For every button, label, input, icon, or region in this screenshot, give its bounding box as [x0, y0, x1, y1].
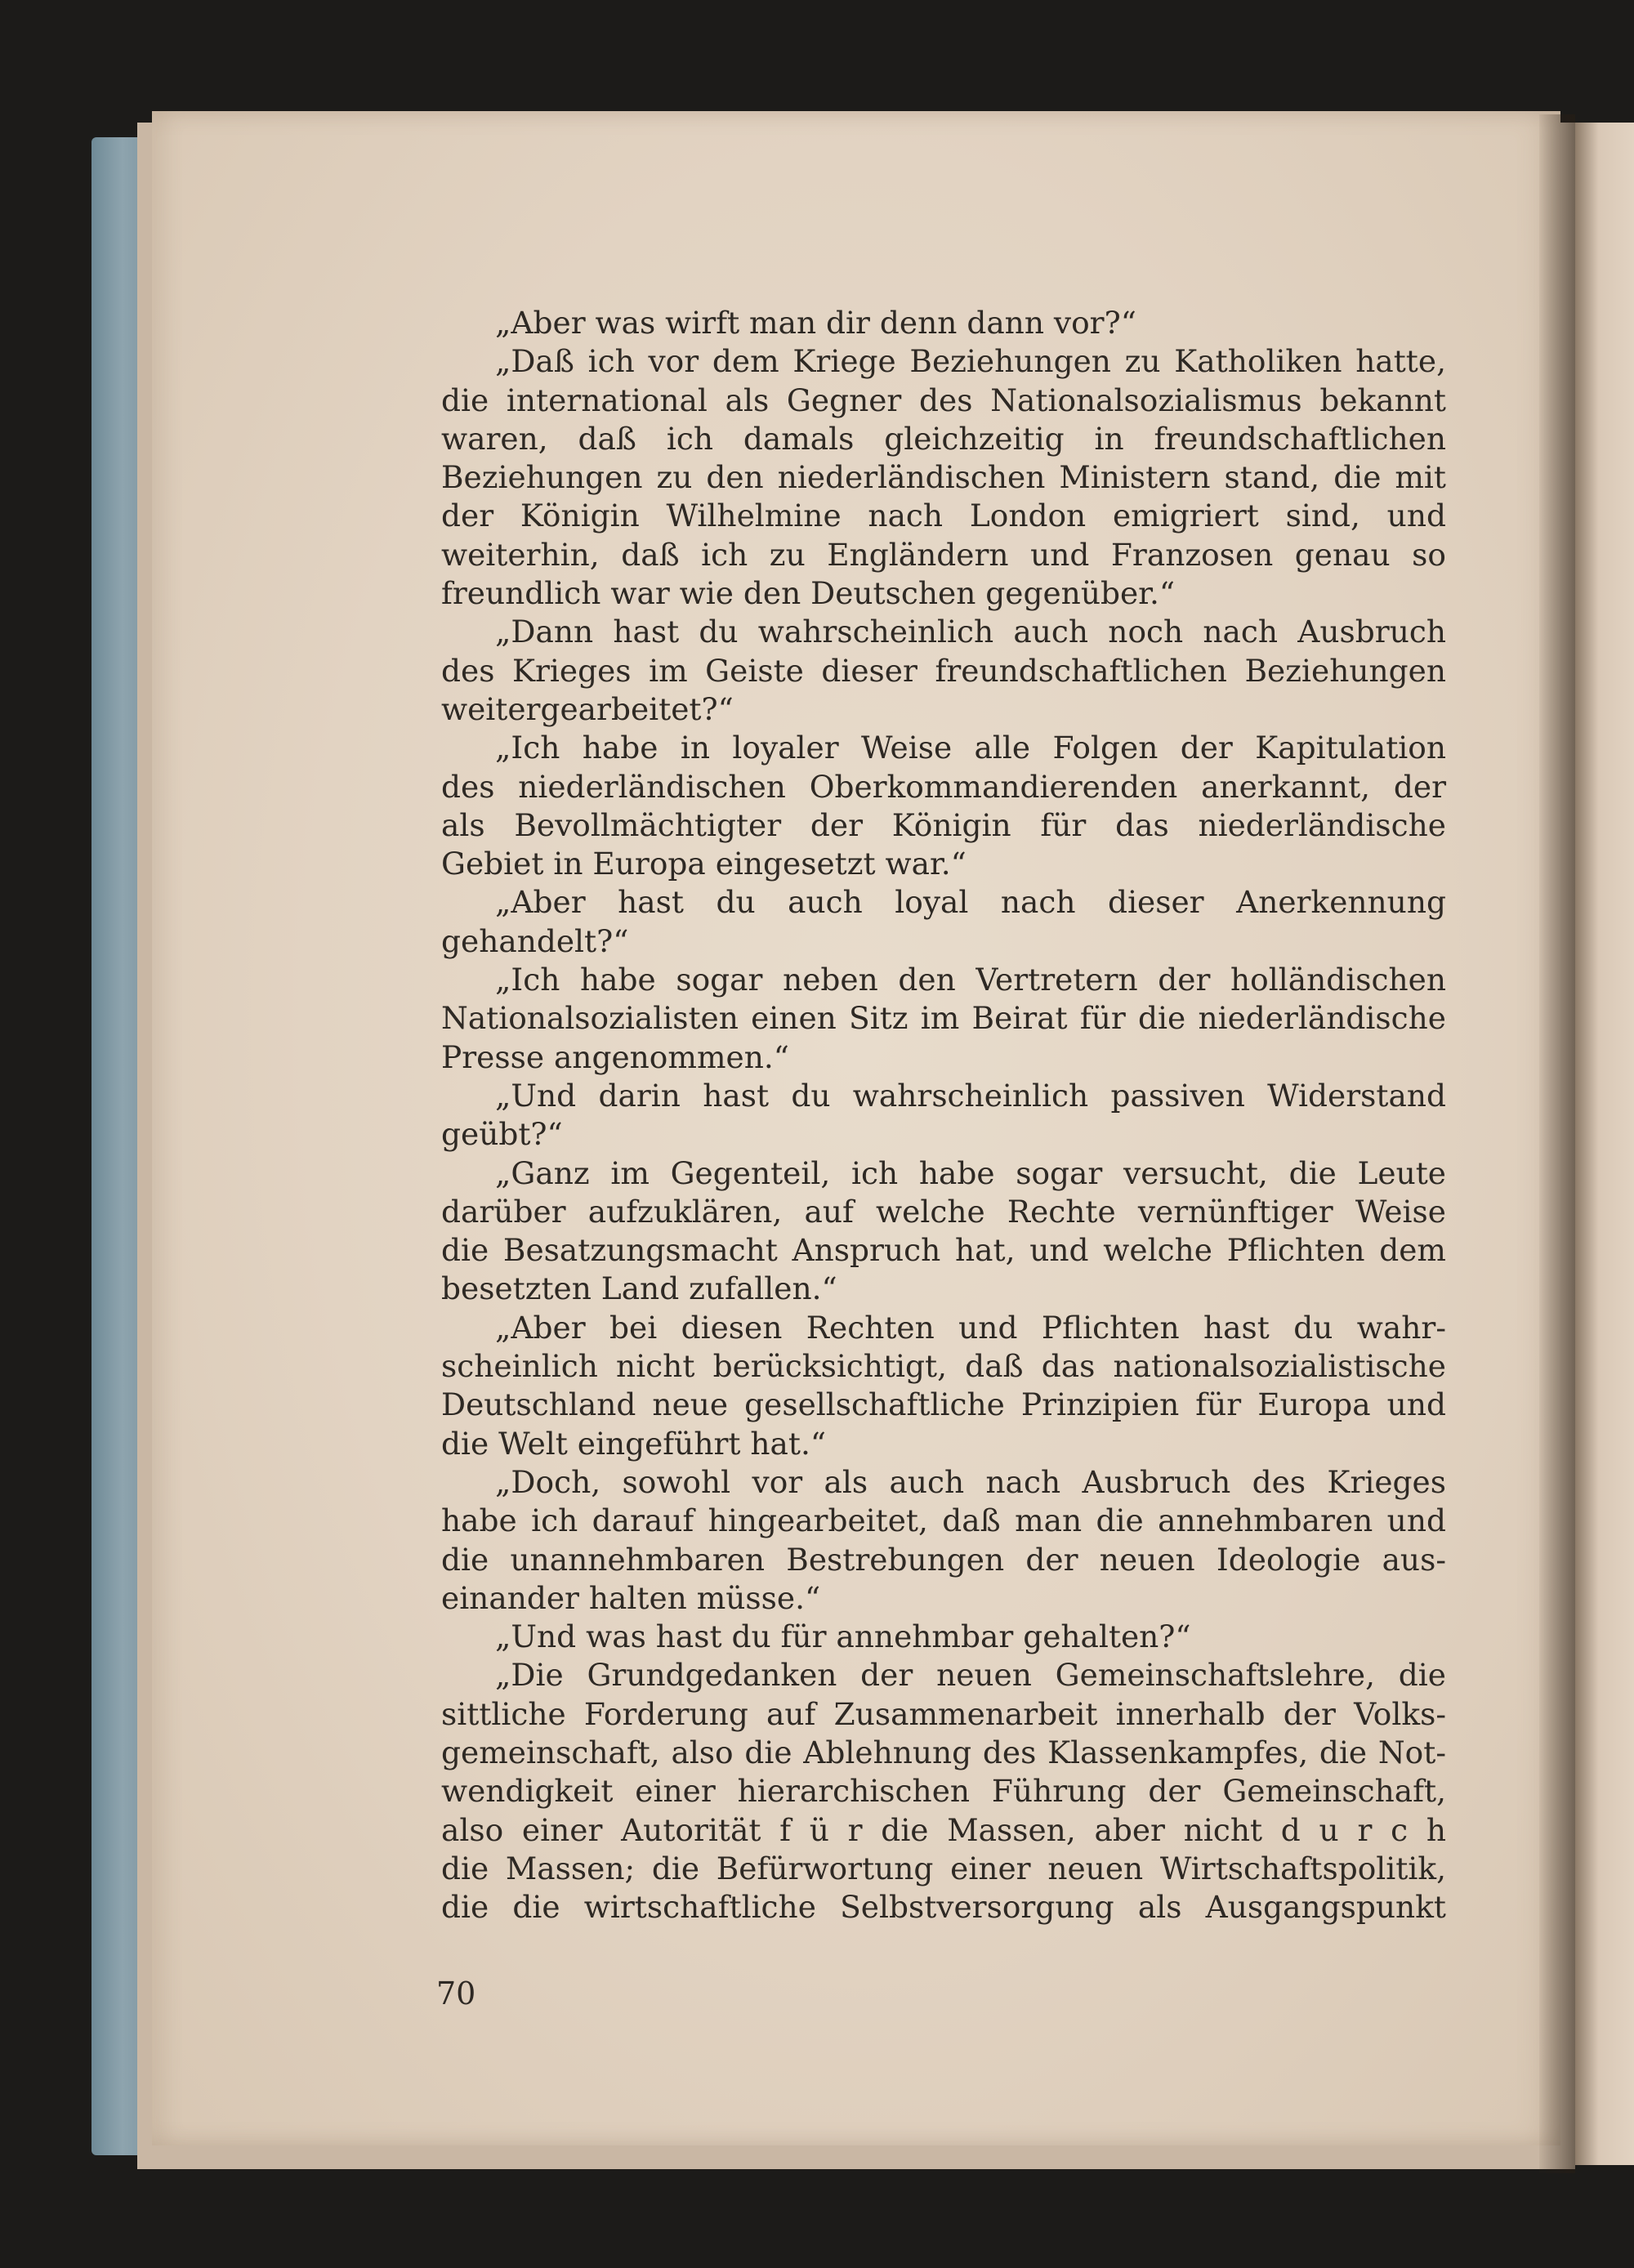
text-line: als Bevollmächtigter der Königin für das niederländische — [441, 806, 1446, 843]
text-line: weiterhin, daß ich zu Engländern und Franzosen genau so — [441, 536, 1446, 573]
text-line: „Und darin hast du wahrscheinlich passiven Widerstand — [495, 1077, 1446, 1114]
text-line: gemeinschaft, also die Ablehnung des Klassenkampfes, die Not- — [441, 1734, 1446, 1770]
text-line: die Welt eingeführt hat.“ — [441, 1425, 827, 1462]
text-line: freundlich war wie den Deutschen gegenüber.“ — [441, 575, 1176, 612]
text-line: die Besatzungsmacht Anspruch hat, und welche Pflichten dem — [441, 1232, 1446, 1269]
text-line: „Ganz im Gegenteil, ich habe sogar versucht, die Leute — [495, 1154, 1446, 1191]
text-line: Deutschland neue gesellschaftliche Prinzipien für Europa und — [441, 1386, 1446, 1423]
text-line: geübt?“ — [441, 1116, 563, 1153]
text-line: die die wirtschaftliche Selbstversorgung als Ausgangspunkt — [441, 1889, 1446, 1926]
text-line: also einer Autorität f ü r die Massen, aber nicht d u r c h — [441, 1811, 1446, 1848]
text-line: des Krieges im Geiste dieser freundschaftlichen Beziehungen — [441, 652, 1446, 689]
text-line: Beziehungen zu den niederländischen Ministern stand, die mit — [441, 459, 1446, 496]
text-line: „Doch, sowohl vor als auch nach Ausbruch des Krieges — [495, 1463, 1446, 1500]
text-line: wendigkeit einer hierarchischen Führung der Gemeinschaft, — [441, 1773, 1446, 1810]
text-line: besetzten Land zufallen.“ — [441, 1270, 837, 1307]
text-line: „Ich habe sogar neben den Vertretern der holländischen — [495, 962, 1446, 998]
text-line: des niederländischen Oberkommandierenden anerkannt, der — [441, 768, 1446, 805]
text-line: die unannehmbaren Bestrebungen der neuen Ideologie aus- — [441, 1541, 1446, 1578]
text-line: weitergearbeitet?“ — [441, 690, 734, 727]
text-line: darüber aufzuklären, auf welche Rechte vernünftiger Weise — [441, 1193, 1446, 1230]
page-number: 70 — [436, 1976, 476, 2011]
text-line: Presse angenommen.“ — [441, 1038, 789, 1075]
text-line: scheinlich nicht berücksichtigt, daß das nationalsozialistische — [441, 1348, 1446, 1385]
text-line: einander halten müsse.“ — [441, 1579, 821, 1616]
text-line: Gebiet in Europa eingesetzt war.“ — [441, 846, 967, 882]
text-line: „Daß ich vor dem Kriege Beziehungen zu Katholiken hatte, — [495, 343, 1446, 380]
text-line: gehandelt?“ — [441, 922, 629, 959]
text-line: „Aber was wirft man dir denn dann vor?“ — [495, 305, 1136, 341]
facing-page-edge — [1575, 123, 1634, 2165]
text-line: habe ich darauf hingearbeitet, daß man die annehmbaren und — [441, 1502, 1446, 1539]
text-line: sittliche Forderung auf Zusammenarbeit innerhalb der Volks- — [441, 1695, 1446, 1732]
text-line: „Aber bei diesen Rechten und Pflichten hast du wahr- — [495, 1309, 1446, 1346]
text-line: „Dann hast du wahrscheinlich auch noch nach Ausbruch — [495, 614, 1446, 650]
text-line: waren, daß ich damals gleichzeitig in freundschaftlichen — [441, 420, 1446, 457]
text-line: „Die Grundgedanken der neuen Gemeinschaftslehre, die — [495, 1657, 1446, 1694]
text-line: die Massen; die Befürwortung einer neuen Wirtschaftspolitik, — [441, 1850, 1446, 1886]
text-line: Nationalsozialisten einen Sitz im Beirat für die niederländische — [441, 1000, 1446, 1037]
text-line: „Aber hast du auch loyal nach dieser Anerkennung — [495, 884, 1446, 921]
page-body-text — [441, 304, 1446, 1926]
text-line: der Königin Wilhelmine nach London emigriert sind, und — [441, 498, 1446, 534]
text-line: „Und was hast du für annehmbar gehalten?“ — [495, 1618, 1191, 1655]
gutter-shadow — [1539, 114, 1575, 2173]
text-line: „Ich habe in loyaler Weise alle Folgen der Kapitulation — [495, 730, 1446, 766]
text-line: die international als Gegner des Nationalsozialismus bekannt — [441, 382, 1446, 418]
